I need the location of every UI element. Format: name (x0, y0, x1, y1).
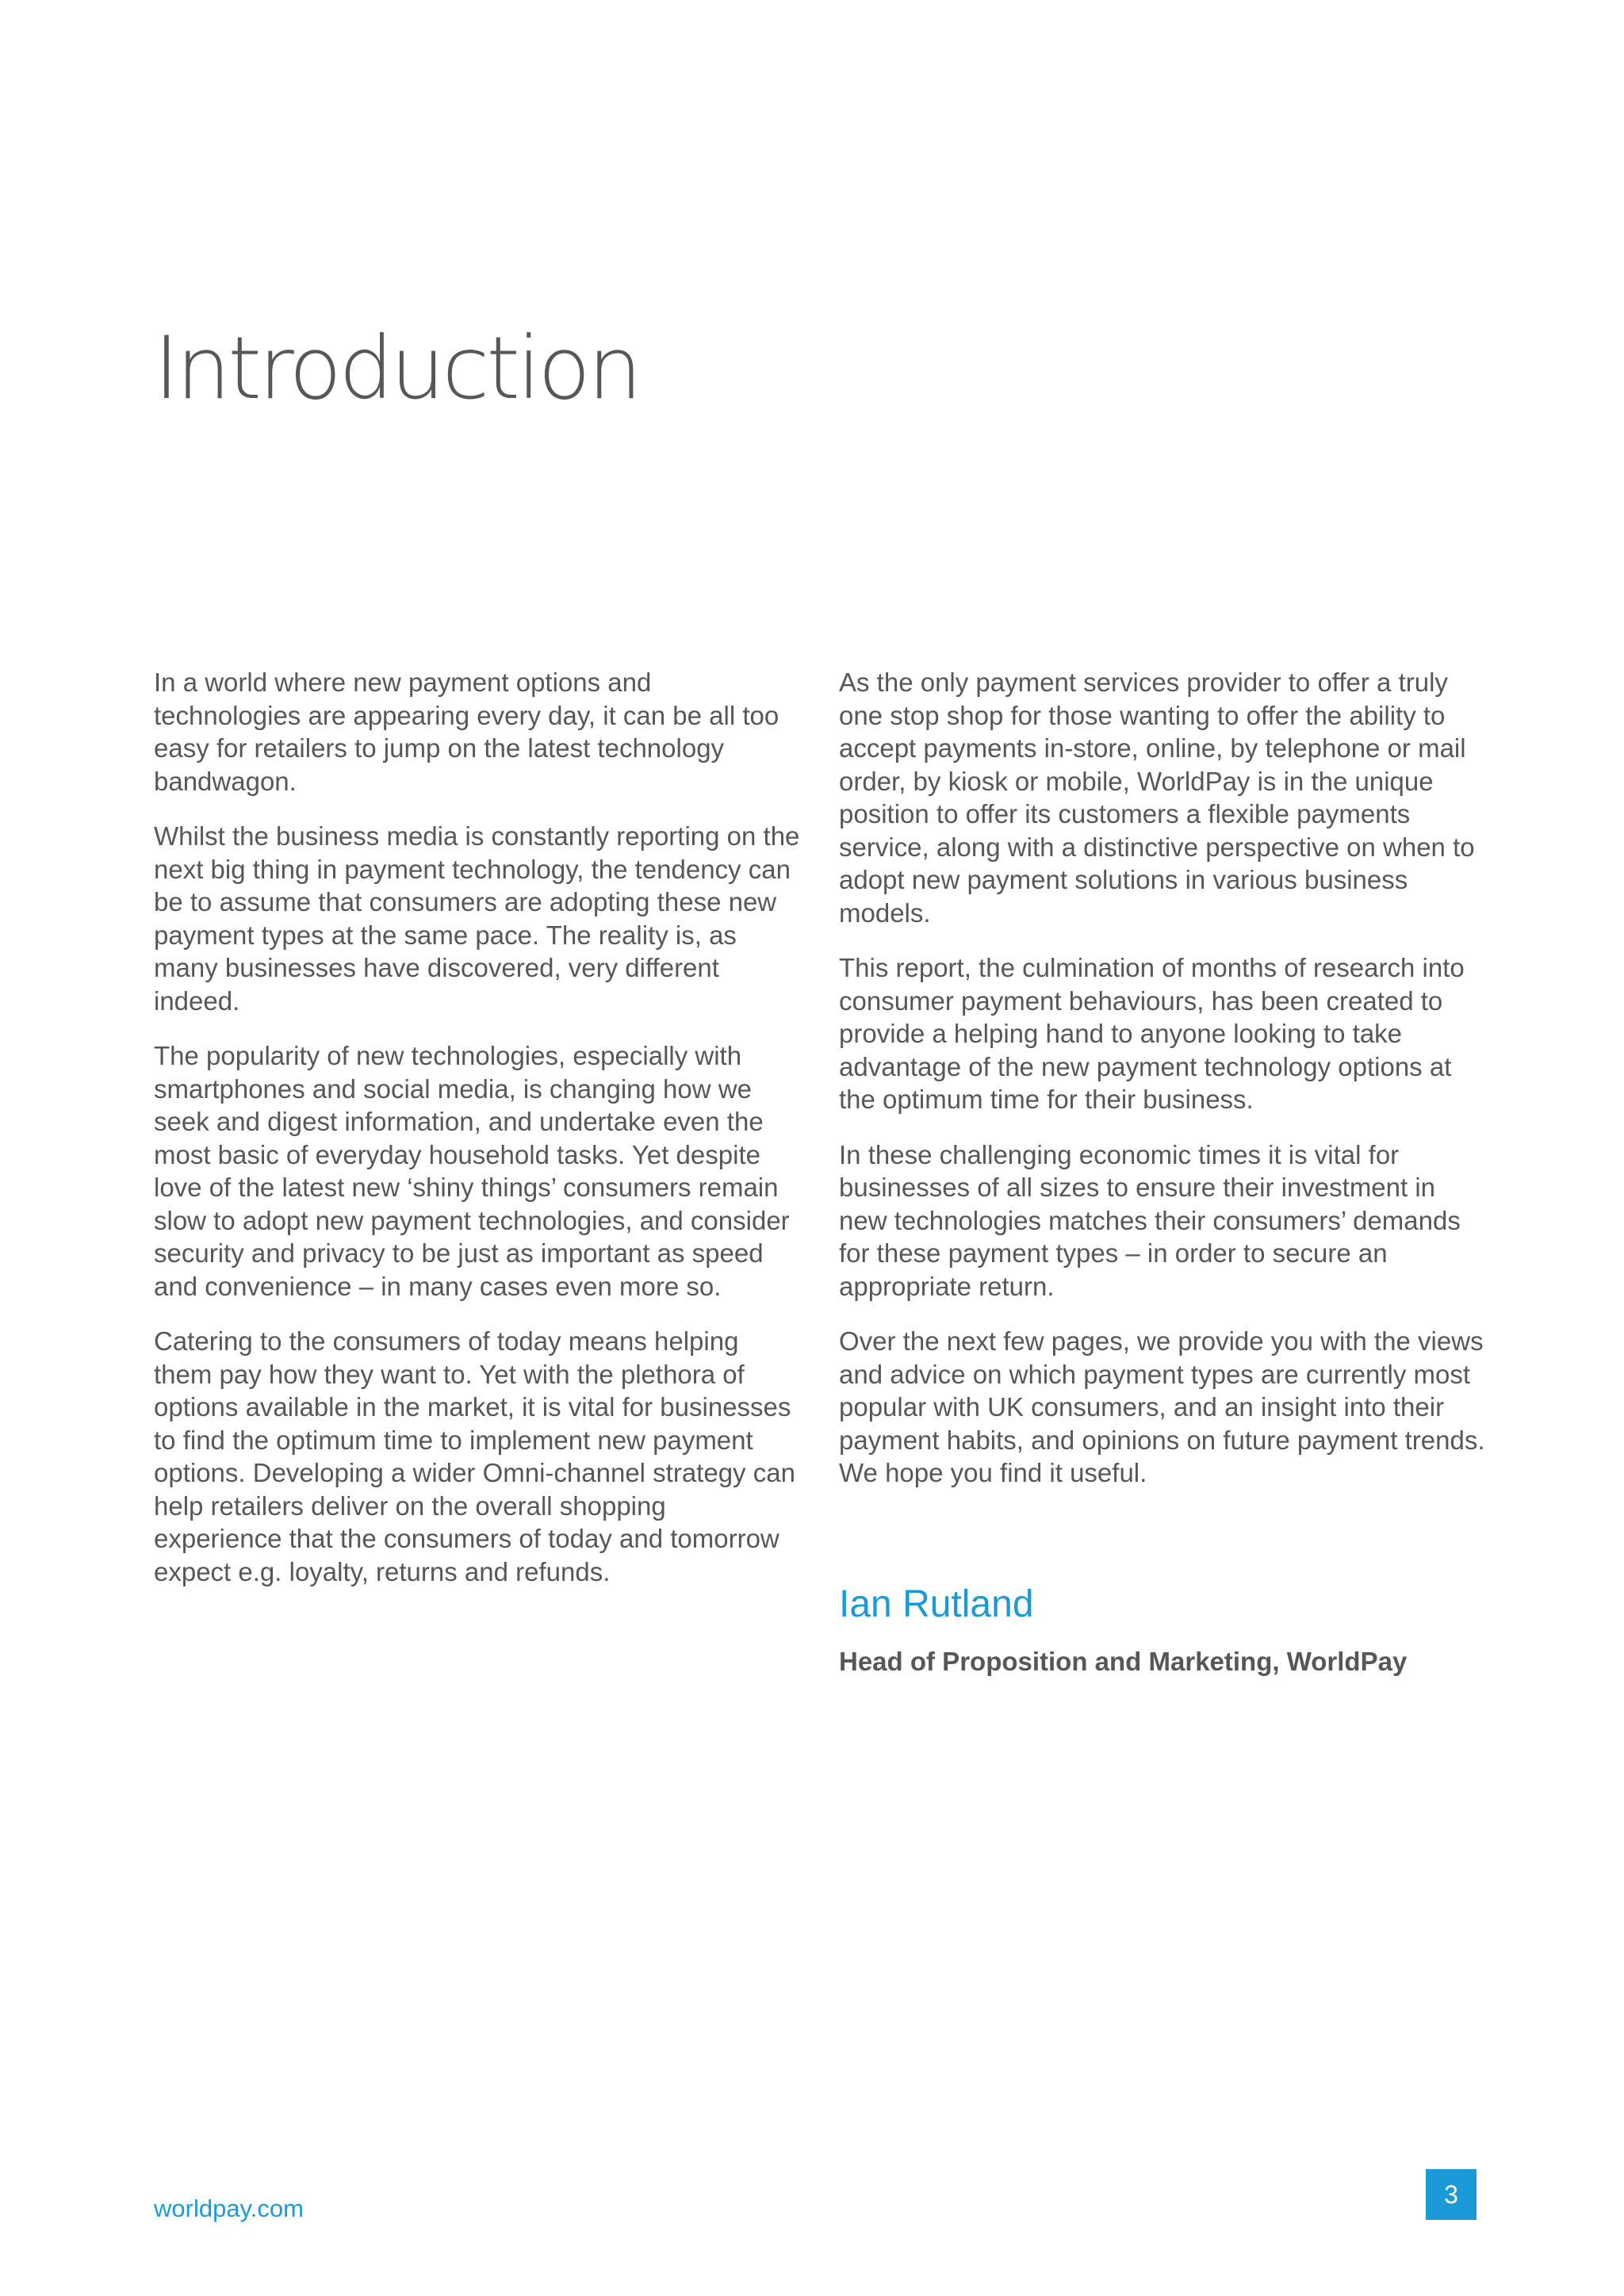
author-role: Head of Proposition and Marketing, WorldPay (839, 1646, 1408, 1676)
page-title: Introduction (154, 318, 640, 419)
right-column (839, 666, 1489, 1512)
author-signature (839, 1582, 1489, 1678)
paragraph: This report, the culmination of months of research into consumer payment behaviours, has been created to provide a helping hand to anyone looking to take advantage of the new payment technology options at the optimum time for their business. (839, 953, 1465, 1114)
author-name: Ian Rutland (839, 1583, 1034, 1625)
paragraph: In a world where new payment options and technologies are appearing every day, it can be all too easy for retailers to jump on the latest technology bandwagon. (154, 668, 779, 796)
paragraph: Over the next few pages, we provide you with the views and advice on which payment types are currently most popular with UK consumers, and an insight into their payment habits, and opinions on future payment trends. We hope you find it useful. (839, 1326, 1485, 1487)
paragraph: Catering to the consumers of today means helping them pay how they want to. Yet with the plethora of options available in the market, it is vital for businesses to find the optimum time to implement new payment options. Developing a wider Omni-channel strategy can help retailers deliver on the overall shopping experience that the consumers of today and tomorrow expect e.g. loyalty, returns and refunds. (154, 1326, 795, 1586)
paragraph: As the only payment services provider to offer a truly one stop shop for those wanting to offer the ability to accept payments in-store, online, by telephone or mail order, by kiosk or mobile, WorldPay is in the unique position to offer its customers a flexible payments service, along with a distinctive perspective on when to adopt new payment solutions in various business models. (839, 668, 1475, 928)
page-number-badge: 3 (1426, 2169, 1477, 2220)
footer-website-link[interactable]: worldpay.com (154, 2195, 304, 2222)
paragraph: Whilst the business media is constantly reporting on the next big thing in payment technology, the tendency can be to assume that consumers are adopting these new payment types at the same pace. The reality is, as many businesses have discovered, very different indeed. (154, 821, 800, 1016)
paragraph: The popularity of new technologies, especially with smartphones and social media, is changing how we seek and digest information, and undertake even the most basic of everyday household tasks. Yet despite love of the latest new ‘shiny things’ consumers remain slow to adopt new payment technologies, and consider security and privacy to be just as important as speed and convenience – in many cases even more so. (154, 1041, 790, 1301)
left-column (154, 666, 800, 1610)
paragraph: In these challenging economic times it is vital for businesses of all sizes to ensure their investment in new technologies matches their consumers’ demands for these payment types – in order to secure an appropriate return. (839, 1139, 1461, 1301)
